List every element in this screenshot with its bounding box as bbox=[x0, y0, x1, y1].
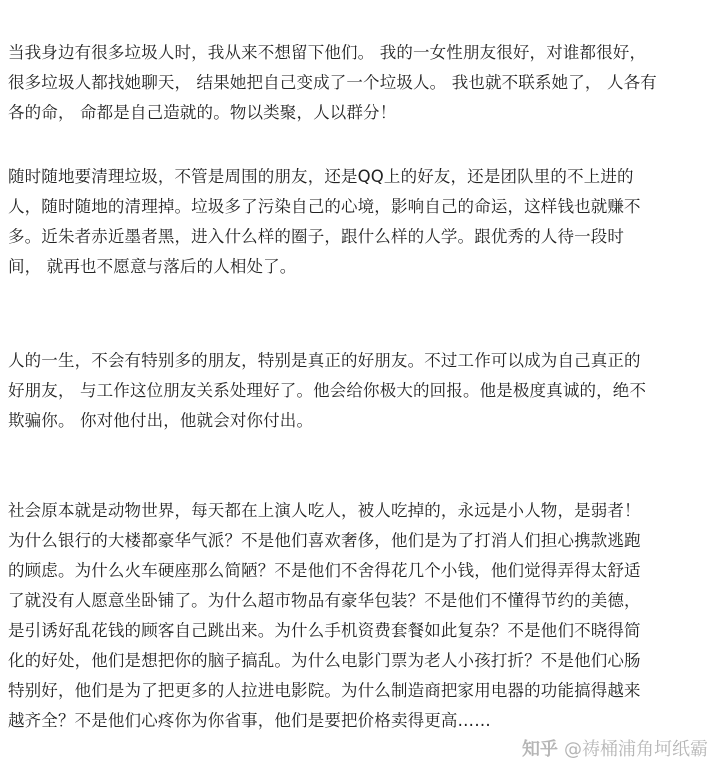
text-line: 越齐全？不是他们心疼你为你省事，他们是要把价格卖得更高…… bbox=[8, 711, 491, 730]
text-line: 人，随时随地的清理掉。垃圾多了污染自己的心境，影响自己的命运，这样钱也就赚不 bbox=[8, 197, 641, 216]
text-line: 的顾虑。为什么火车硬座那么简陋？不是他们不舍得花几个小钱，他们觉得弄得太舒适 bbox=[8, 561, 641, 580]
text-line: 好朋友， 与工作这位朋友关系处理好了。他会给你极大的回报。他是极度真诚的，绝不 bbox=[8, 381, 647, 400]
text-line: 了就没有人愿意坐卧铺了。为什么超市物品有豪华包装？不是他们不懂得节约的美德， bbox=[8, 591, 641, 610]
text-line: 各的命， 命都是自己造就的。物以类聚，人以群分！ bbox=[8, 103, 397, 122]
watermark bbox=[522, 738, 708, 762]
text-line: 多。近朱者赤近墨者黑，进入什么样的圈子，跟什么样的人学。跟优秀的人待一段时 bbox=[8, 227, 625, 246]
text-line: 当我身边有很多垃圾人时，我从来不想留下他们。 我的一女性朋友很好，对谁都很好， bbox=[8, 43, 647, 62]
text-line: 特别好，他们是为了把更多的人拉进电影院。为什么制造商把家用电器的功能搞得越来 bbox=[8, 681, 641, 700]
zhihu-logo: 知乎 bbox=[522, 739, 558, 760]
text-line: 是引诱好乱花钱的顾客自己跳出来。为什么手机资费套餐如此复杂？不是他们不晓得简 bbox=[8, 621, 641, 640]
paragraph-3 bbox=[8, 346, 714, 436]
text-line: 化的好处，他们是想把你的脑子搞乱。为什么电影门票为老人小孩打折？不是他们心肠 bbox=[8, 651, 641, 670]
paragraph-4 bbox=[8, 496, 714, 736]
text-line: 很多垃圾人都找她聊天， 结果她把自己变成了一个垃圾人。 我也就不联系她了， 人各有 bbox=[8, 73, 657, 92]
article-body bbox=[8, 38, 714, 736]
watermark-author: @祷桶浦角坷纸霸 bbox=[564, 739, 708, 760]
text-line: 欺骗你。 你对他付出，他就会对你付出。 bbox=[8, 411, 314, 430]
text-line: 为什么银行的大楼都豪华气派？不是他们喜欢奢侈，他们是为了打消人们担心携款逃跑 bbox=[8, 531, 641, 550]
text-line: 社会原本就是动物世界，每天都在上演人吃人，被人吃掉的，永远是小人物，是弱者！ bbox=[8, 501, 641, 520]
text-line: 人的一生，不会有特别多的朋友，特别是真正的好朋友。不过工作可以成为自己真正的 bbox=[8, 351, 641, 370]
text-line: 随时随地要清理垃圾，不管是周围的朋友，还是QQ上的好友，还是团队里的不上进的 bbox=[8, 167, 634, 186]
paragraph-1 bbox=[8, 38, 714, 128]
paragraph-2 bbox=[8, 162, 714, 282]
text-line: 间， 就再也不愿意与落后的人相处了。 bbox=[8, 257, 297, 276]
